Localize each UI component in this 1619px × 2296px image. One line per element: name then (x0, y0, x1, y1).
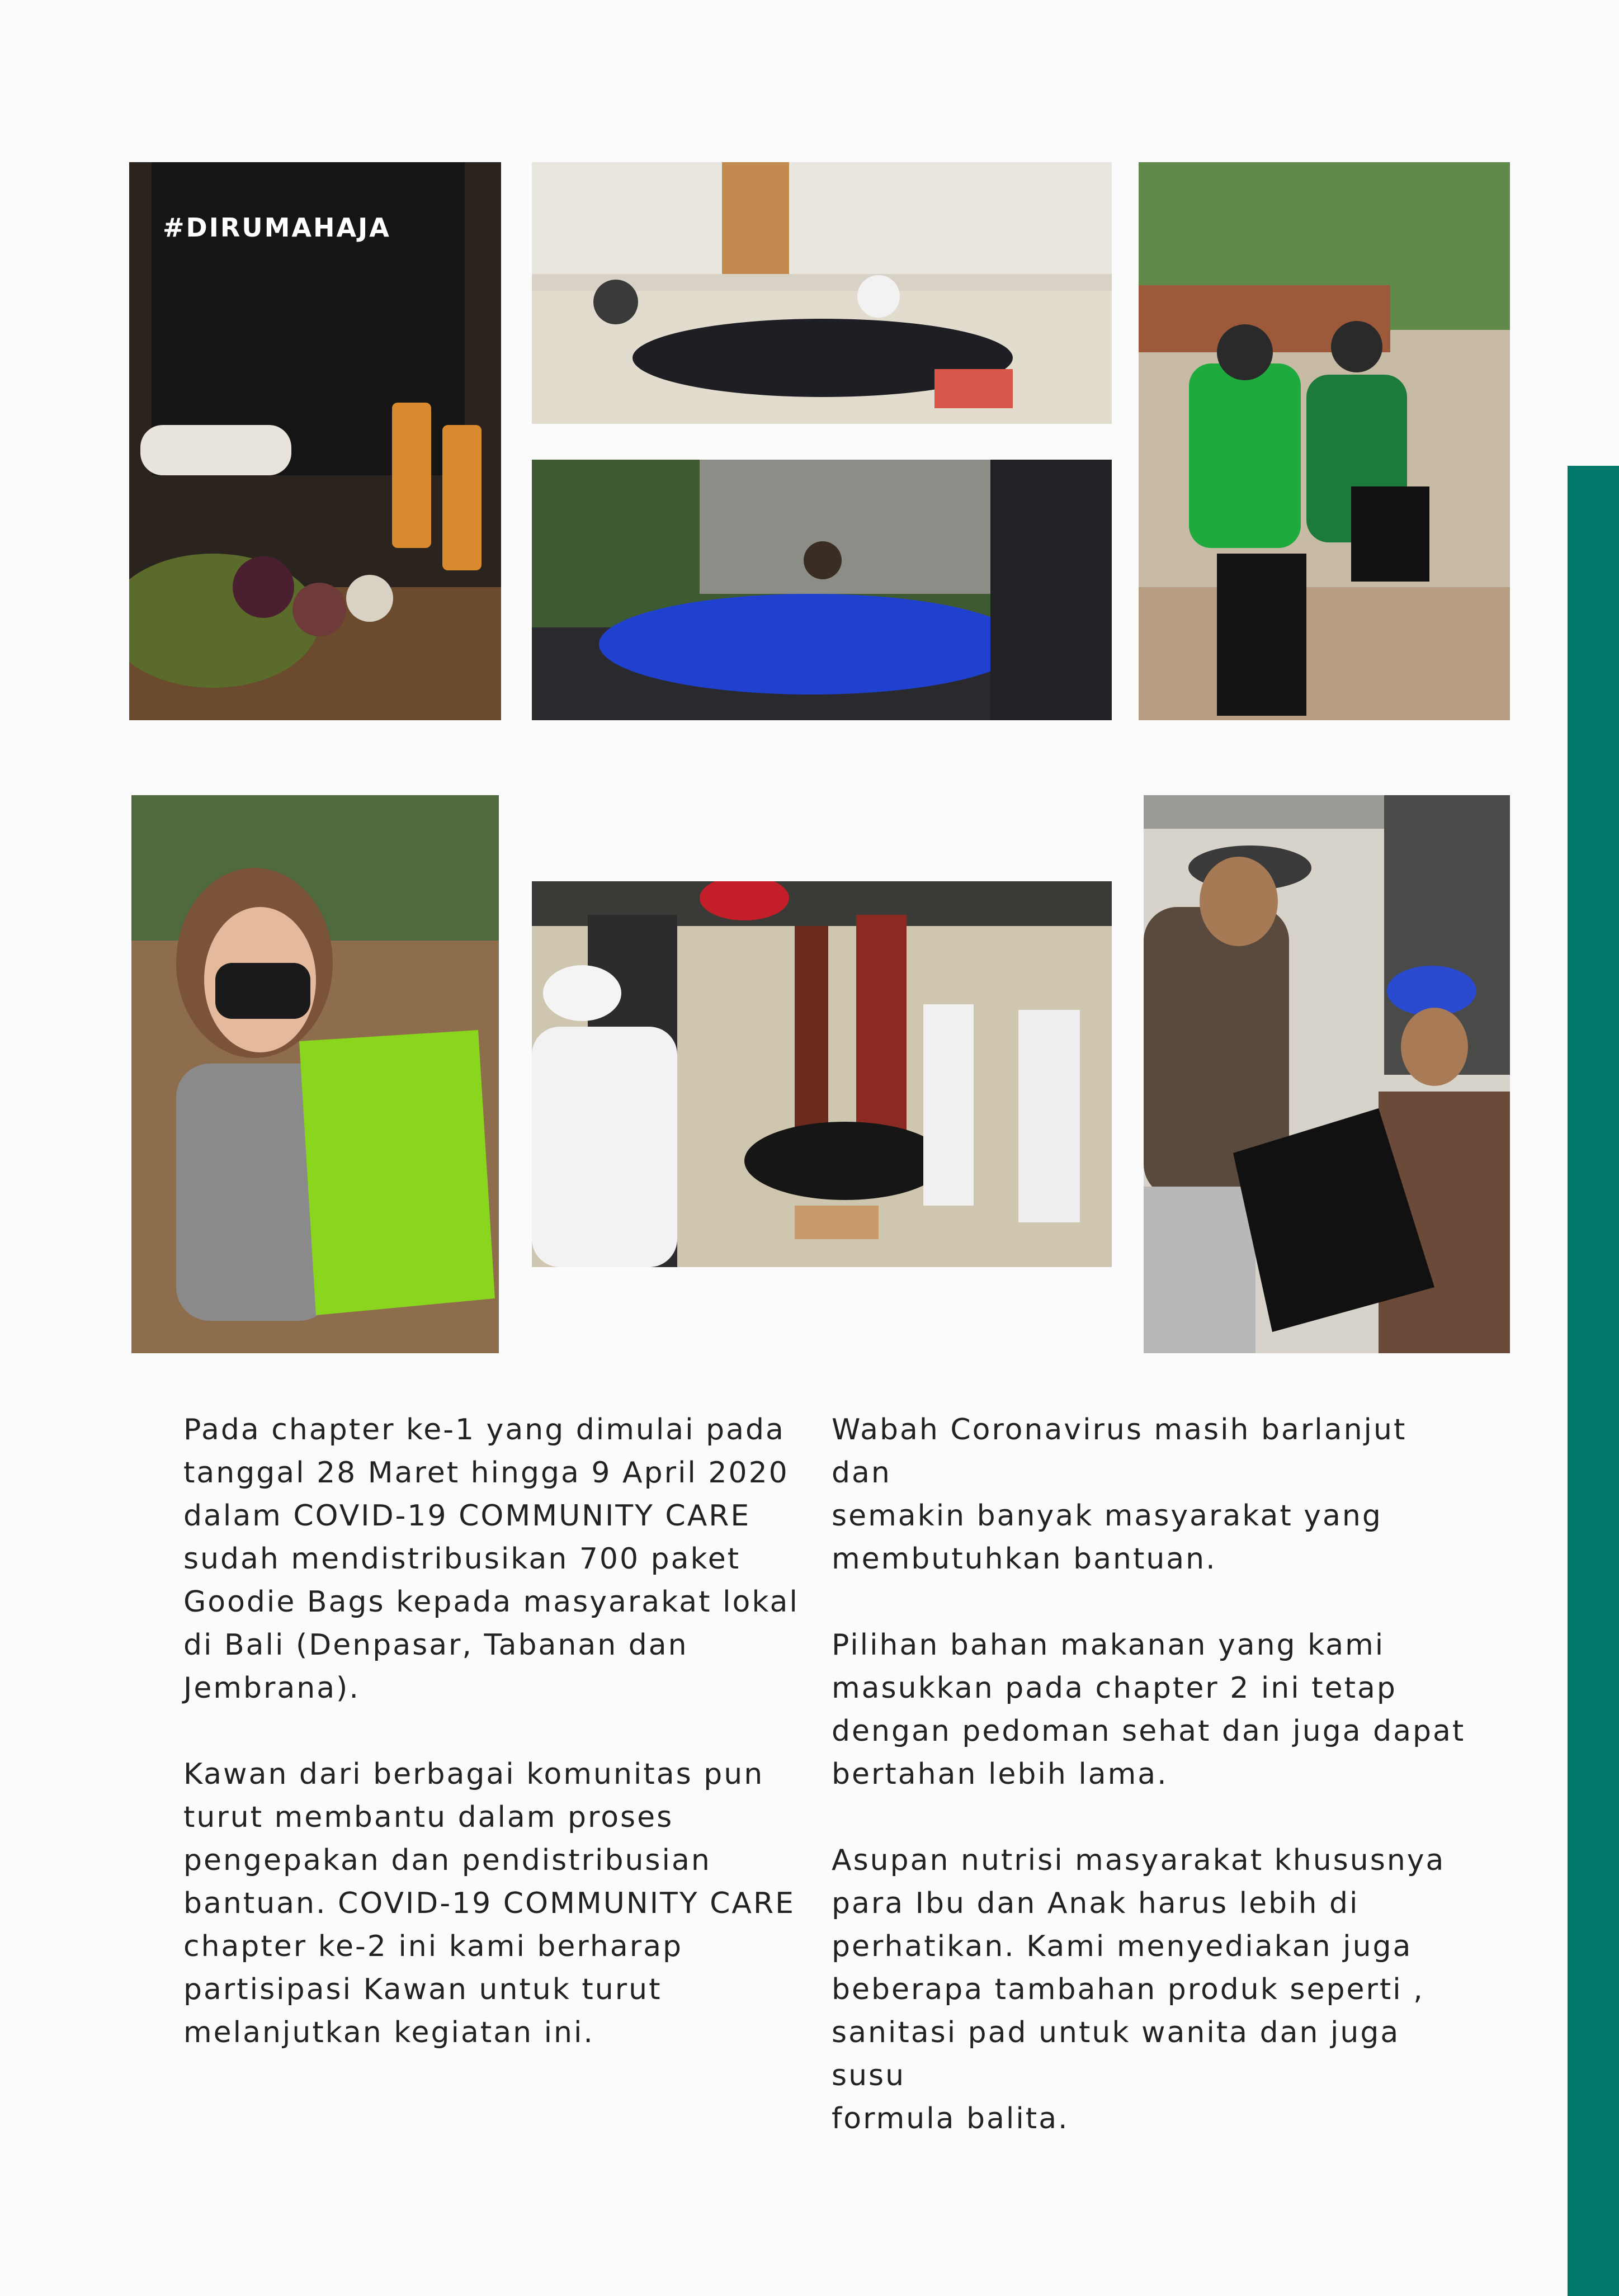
photo-icon (532, 460, 1112, 720)
right-paragraph-1: Wabah Coronavirus masih barlanjut dan semakin banyak masyarakat yang membutuhkan bantuan. (832, 1413, 1407, 1576)
photo-icon (1144, 795, 1510, 1353)
right-paragraph-2: Pilihan bahan makanan yang kami masukkan pada chapter 2 ini tetap dengan pedoman sehat dan juga dapat bertahan lebih lama. (832, 1628, 1466, 1791)
photo-bag-handover (1144, 795, 1510, 1353)
right-text-column (832, 1409, 1469, 2184)
photo-icon (532, 162, 1112, 424)
photo-icon (129, 162, 501, 720)
photo-icon (1139, 162, 1510, 720)
right-paragraph-3: Asupan nutrisi masyarakat khususnya para Ibu dan Anak harus lebih di perhatikan. Kami menyediakan juga beberapa tambahan produk seperti , sanitasi pad untuk wanita dan juga susu formula balita. (832, 1844, 1446, 2136)
photo-volunteers-packing (532, 162, 1112, 424)
photo-delivery-drivers (1139, 162, 1510, 720)
left-text-column (183, 1409, 804, 2097)
photo-office-distribution (532, 881, 1112, 1267)
photo-icon (532, 881, 1112, 1267)
bag-print-text: #DIRUMAHAJA (163, 212, 391, 243)
photo-woman-green-bag (131, 795, 499, 1353)
accent-sidebar-bar (1568, 466, 1619, 2296)
photo-icon (131, 795, 499, 1353)
left-paragraph-2: Kawan dari berbagai komunitas pun turut membantu dalam proses pengepakan dan pendistribusian bantuan. COVID-19 COMMUNITY CARE chapter ke-2 ini kami berharap partisipasi Kawan untuk turut melanjutkan kegiatan ini. (183, 1758, 795, 2049)
photo-blue-bags-truck (532, 460, 1112, 720)
photo-goodie-bag-produce (129, 162, 501, 720)
left-paragraph-1: Pada chapter ke-1 yang dimulai pada tanggal 28 Maret hingga 9 April 2020 dalam COVID-19 COMMUNITY CARE sudah mendistribusikan 700 paket Goodie Bags kepada masyarakat lokal di Bali (Denpasar, Tabanan dan Jembrana). (183, 1413, 799, 1705)
